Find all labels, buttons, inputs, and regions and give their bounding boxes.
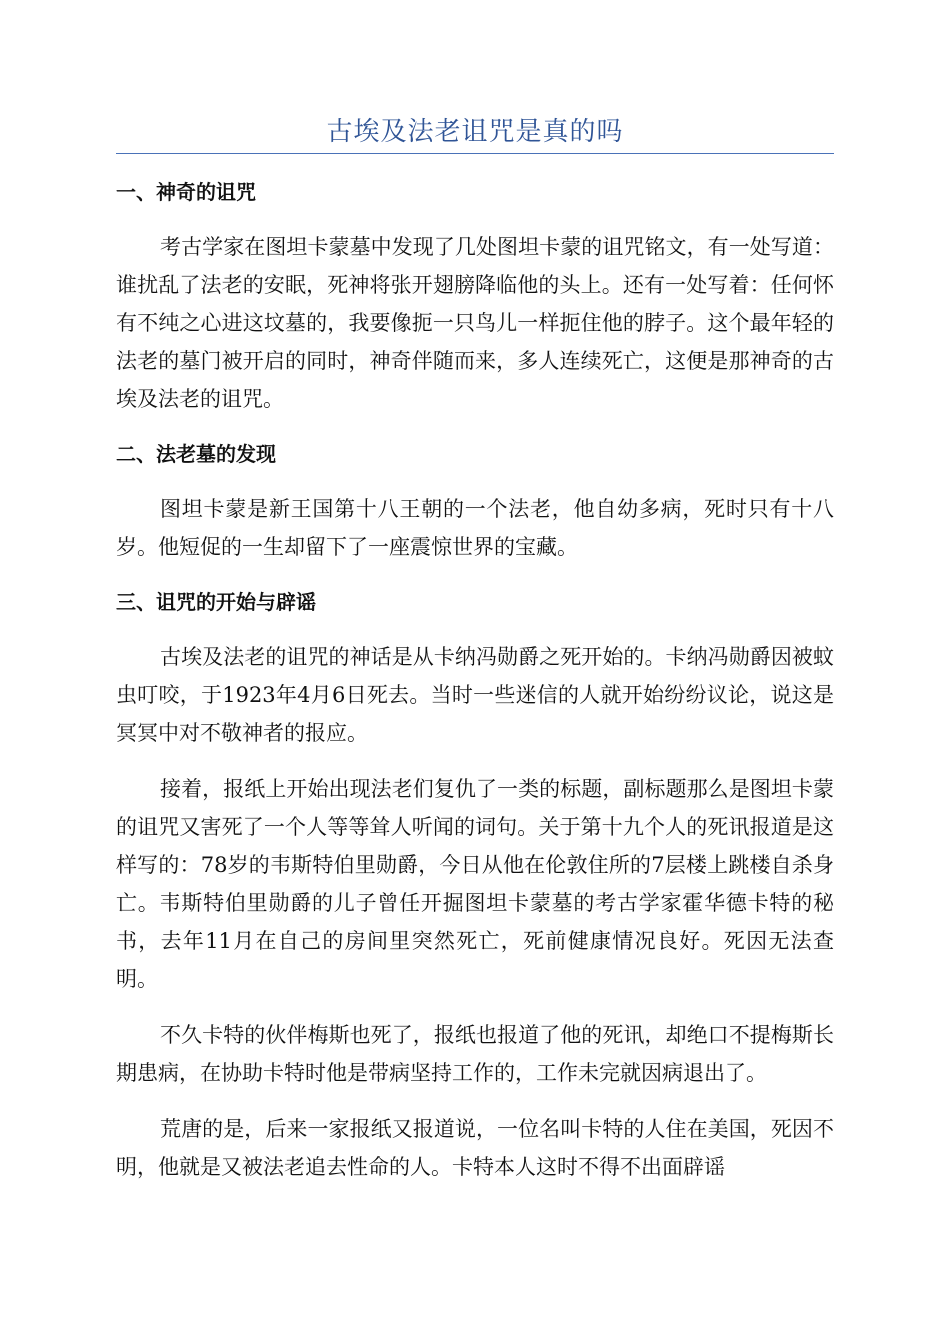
document-title: 古埃及法老诅咒是真的吗: [326, 117, 624, 147]
paragraph: 荒唐的是，后来一家报纸又报道说，一位名叫卡特的人住在美国，死因不明，他就是又被法老追去性命的人。卡特本人这时不得不出面辟谣: [116, 1117, 834, 1179]
paragraph: 考古学家在图坦卡蒙墓中发现了几处图坦卡蒙的诅咒铭文，有一处写道：谁扰乱了法老的安眠，死神将张开翅膀降临他的头上。还有一处写着：任何怀有不纯之心进这坟墓的，我要像扼一只鸟儿一样扼住他的脖子。这个最年轻的法老的墓门被开启的同时，神奇伴随而来，多人连续死亡，这便是那神奇的古埃及法老的诅咒。: [116, 235, 834, 411]
paragraph: 图坦卡蒙是新王国第十八王朝的一个法老，他自幼多病，死时只有十八岁。他短促的一生却留下了一座震惊世界的宝藏。: [116, 497, 834, 559]
title-underline: [116, 153, 834, 154]
paragraph: 古埃及法老的诅咒的神话是从卡纳冯勋爵之死开始的。卡纳冯勋爵因被蚊虫叮咬，于1923年4月6日死去。当时一些迷信的人就开始纷纷议论，说这是冥冥中对不敬神者的报应。: [116, 645, 834, 745]
paragraph: 不久卡特的伙伴梅斯也死了，报纸也报道了他的死讯，却绝口不提梅斯长期患病，在协助卡特时他是带病坚持工作的，工作未完就因病退出了。: [116, 1023, 834, 1085]
section-1: [116, 172, 834, 418]
section-2: [116, 434, 834, 566]
section-3: [116, 582, 834, 1186]
paragraph: 接着，报纸上开始出现法老们复仇了一类的标题，副标题那么是图坦卡蒙的诅咒又害死了一个人等等耸人听闻的词句。关于第十九个人的死讯报道是这样写的：78岁的韦斯特伯里勋爵，今日从他在伦敦住所的7层楼上跳楼自杀身亡。韦斯特伯里勋爵的儿子曾任开掘图坦卡蒙墓的考古学家霍华德卡特的秘书，去年11月在自己的房间里突然死亡，死前健康情况良好。死因无法查明。: [116, 777, 834, 991]
section-heading: 二、法老墓的发现: [116, 442, 276, 466]
section-heading: 三、诅咒的开始与辟谣: [116, 590, 316, 614]
document-body: [116, 172, 834, 1186]
section-heading: 一、神奇的诅咒: [116, 180, 256, 204]
